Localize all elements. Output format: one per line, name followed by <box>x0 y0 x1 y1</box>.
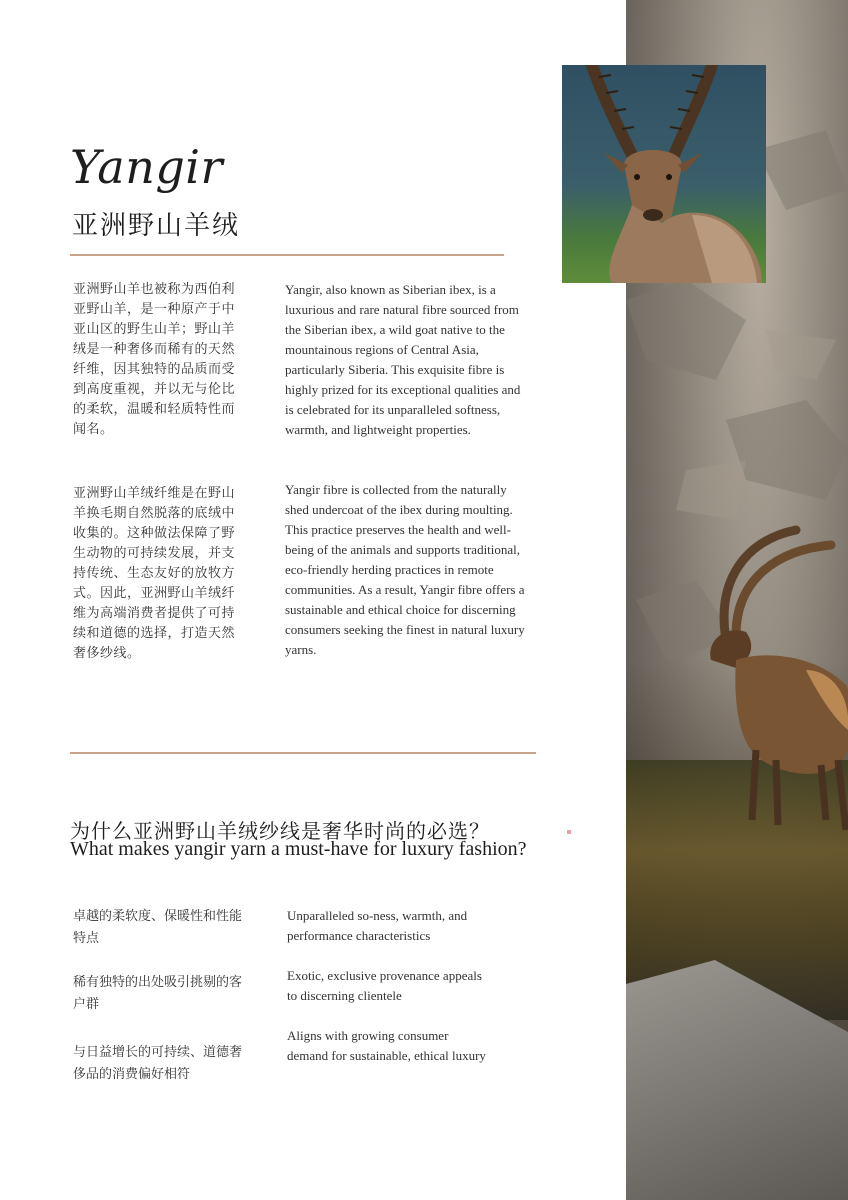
decorative-dot <box>567 830 571 834</box>
benefit-zh-1: 卓越的柔软度、保暖性和性能特点 <box>73 909 243 946</box>
page-title: Yangir <box>70 140 223 194</box>
divider-top <box>70 254 504 256</box>
benefit-en-2: Exotic, exclusive provenance appeals to discerning clientele <box>287 968 482 1003</box>
page-subtitle-zh: 亚洲野山羊绒 <box>72 211 241 241</box>
intro-paragraph-zh-1: 亚洲野山羊也被称为西伯利亚野山羊，是一种原产于中亚山区的野生山羊；野山羊绒是一种奢侈而稀有的天然纤维，因其独特的品质而受到高度重视，并以无与伦比的柔软，温暖和轻质特性而闻名。 <box>73 282 236 437</box>
intro-paragraph-zh-2: 亚洲野山羊绒纤维是在野山羊换毛期自然脱落的底绒中收集的。这种做法保障了野生动物的可持续发展，并支持传统、生态友好的放牧方式。因此，亚洲野山羊绒纤维为高端消费者提供了可持续和道德的选择，打造天然奢侈纱线。 <box>73 486 236 661</box>
ibex-head-image <box>562 65 766 283</box>
ibex-standing-image <box>656 520 848 840</box>
benefit-zh-2: 稀有独特的出处吸引挑剔的客户群 <box>73 975 243 1012</box>
question-heading-en: What makes yangir yarn a must-have for luxury fashion? <box>70 838 527 860</box>
question-heading-zh: 为什么亚洲野山羊绒纱线是奢华时尚的必选？ <box>70 819 490 843</box>
benefit-en-3: Aligns with growing consumer demand for sustainable, ethical luxury <box>287 1028 486 1063</box>
ibex-portrait-image <box>562 65 766 283</box>
benefit-en-1: Unparalleled so-ness, warmth, and performance characteristics <box>287 908 468 943</box>
intro-paragraph-en-2: Yangir fibre is collected from the naturally shed undercoat of the ibex during moulting. This practice preserves the health and well-being of the animals and supports traditional, eco-friendly herding practices in remote communities. As a result, Yangir fibre offers a sustainable and ethical choice for discerning consumers seeking the finest in natural luxury yarns. <box>285 482 525 657</box>
intro-paragraph-en-1: Yangir, also known as Siberian ibex, is a luxurious and rare natural fibre sourced from the Siberian ibex, a wild goat native to the mountainous regions of Central Asia, particularly Siberia. This exquisite fibre is highly prized for its exceptional qualities and is celebrated for its unparalleled softness, warmth, and lightweight properties. <box>285 282 521 437</box>
divider-middle <box>70 752 536 754</box>
benefit-zh-3: 与日益增长的可持续、道德奢侈品的消费偏好相符 <box>73 1045 243 1082</box>
